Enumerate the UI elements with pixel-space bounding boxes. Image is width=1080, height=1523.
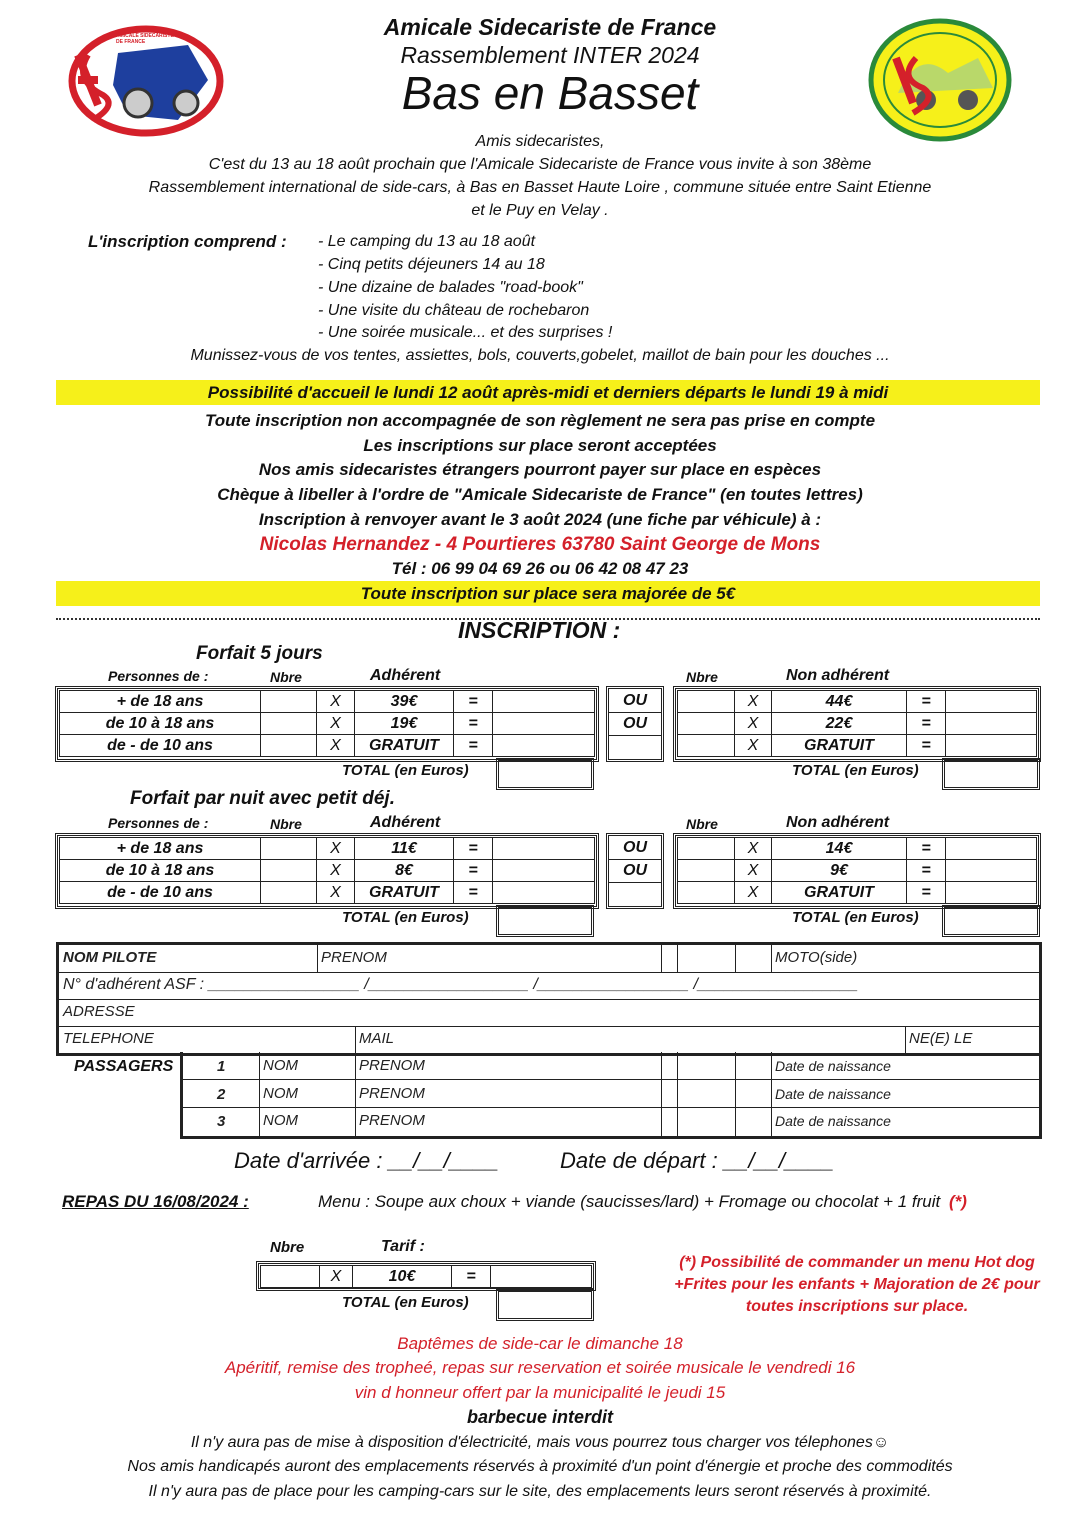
price-cell: 14€ bbox=[772, 838, 907, 860]
telephone-field[interactable]: TELEPHONE bbox=[63, 1030, 154, 1047]
col-non-adherent: Non adhérent bbox=[786, 814, 890, 831]
inscription-item: - Une soirée musicale... et des surprises ! bbox=[318, 324, 613, 341]
amount-input[interactable] bbox=[493, 691, 595, 713]
rule-line: Les inscriptions sur place seront acceptées bbox=[363, 436, 717, 455]
passenger-prenom[interactable]: PRENOM bbox=[359, 1112, 425, 1129]
logo-left-text: AMICALE SIDECARISTE DE FRANCE bbox=[116, 33, 174, 45]
times-sign: X bbox=[735, 691, 772, 713]
rule-line: Nos amis sidecaristes étrangers pourront payer sur place en espèces bbox=[258, 460, 822, 479]
price-cell: 39€ bbox=[355, 691, 454, 713]
col-non-adherent: Non adhérent bbox=[786, 667, 890, 684]
welcome-banner: Possibilité d'accueil le lundi 12 août après-midi et derniers départs le lundi 19 à midi bbox=[56, 380, 1040, 405]
col-personnes: Personnes de : bbox=[108, 815, 209, 831]
amount-input[interactable] bbox=[491, 1266, 592, 1288]
amount-input[interactable] bbox=[946, 882, 1037, 904]
price-cell: 19€ bbox=[355, 713, 454, 735]
rule-line: Chèque à libeller à l'ordre de "Amicale Sidecariste de France" (en toutes lettres) bbox=[217, 485, 863, 504]
pilot-form bbox=[56, 942, 1042, 1056]
amount-input[interactable] bbox=[946, 735, 1037, 757]
times-sign: X bbox=[317, 691, 355, 713]
ou-label: OU bbox=[609, 690, 661, 713]
total-input[interactable] bbox=[496, 905, 594, 937]
intro-line-2: C'est du 13 au 18 août prochain que l'Amicale Sidecariste de France vous invite à son 38ème bbox=[208, 156, 872, 173]
total-label: TOTAL (en Euros) bbox=[342, 762, 469, 779]
passenger-nom[interactable]: NOM bbox=[263, 1112, 298, 1129]
total-label: TOTAL (en Euros) bbox=[342, 1294, 469, 1311]
times-sign: X bbox=[735, 838, 772, 860]
passenger-prenom[interactable]: PRENOM bbox=[359, 1085, 425, 1102]
asf-logo-left bbox=[68, 25, 224, 137]
times-sign: X bbox=[317, 735, 355, 757]
nbre-input[interactable] bbox=[261, 691, 317, 713]
nbre-input[interactable] bbox=[678, 691, 735, 713]
mailing-address: Nicolas Hernandez - 4 Pourtieres 63780 Saint George de Mons bbox=[259, 534, 821, 555]
category-cell: + de 18 ans bbox=[60, 838, 261, 860]
forfait5-non-adherent-table bbox=[673, 686, 1041, 762]
nbre-input[interactable] bbox=[261, 713, 317, 735]
amount-input[interactable] bbox=[946, 691, 1037, 713]
amount-input[interactable] bbox=[946, 713, 1037, 735]
passenger-number: 3 bbox=[217, 1113, 226, 1130]
event-line: vin d honneur offert par la municipalité le jeudi 15 bbox=[354, 1383, 726, 1402]
equals-sign: = bbox=[454, 713, 493, 735]
event-name: Rassemblement INTER 2024 bbox=[400, 42, 700, 68]
departure-date-field[interactable]: Date de départ : __/__/____ bbox=[560, 1148, 834, 1173]
event-line: Baptêmes de side-car le dimanche 18 bbox=[397, 1334, 683, 1353]
times-sign: X bbox=[735, 882, 772, 904]
forfait5-ou-box bbox=[606, 686, 664, 762]
total-label: TOTAL (en Euros) bbox=[792, 762, 919, 779]
intro-line-4: et le Puy en Velay . bbox=[471, 202, 609, 219]
passengers-form bbox=[180, 1052, 1042, 1139]
equals-sign: = bbox=[907, 882, 946, 904]
ou-label: OU bbox=[609, 837, 661, 860]
equals-sign: = bbox=[907, 713, 946, 735]
barbecue-notice: barbecue interdit bbox=[466, 1407, 614, 1427]
equals-sign: = bbox=[454, 691, 493, 713]
price-cell: 22€ bbox=[772, 713, 907, 735]
price-cell: 8€ bbox=[355, 860, 454, 882]
col-nbre: Nbre bbox=[270, 816, 302, 832]
inscription-item: - Cinq petits déjeuners 14 au 18 bbox=[318, 256, 545, 273]
forfait-nuit-title: Forfait par nuit avec petit déj. bbox=[130, 788, 395, 809]
equals-sign: = bbox=[907, 691, 946, 713]
nbre-input[interactable] bbox=[261, 1266, 320, 1288]
nbre-input[interactable] bbox=[678, 735, 735, 757]
times-sign: X bbox=[317, 860, 355, 882]
passenger-birthdate[interactable]: Date de naissance bbox=[775, 1113, 891, 1129]
passenger-birthdate[interactable]: Date de naissance bbox=[775, 1058, 891, 1074]
col-adherent: Adhérent bbox=[370, 667, 441, 684]
nbre-input[interactable] bbox=[678, 860, 735, 882]
times-sign: X bbox=[317, 838, 355, 860]
col-nbre-non: Nbre bbox=[686, 669, 718, 685]
category-cell: de 10 à 18 ans bbox=[60, 860, 261, 882]
ou-label: OU bbox=[609, 713, 661, 736]
inscription-item: - Une visite du château de rochebaron bbox=[318, 302, 590, 319]
nbre-input[interactable] bbox=[261, 860, 317, 882]
col-nbre: Nbre bbox=[270, 669, 302, 685]
forfait5-title: Forfait 5 jours bbox=[196, 643, 323, 664]
footer-line: Il n'y aura pas de mise à disposition d'électricité, mais vous pourrez tous charger vos télephones☺ bbox=[190, 1434, 890, 1451]
price-cell: 44€ bbox=[772, 691, 907, 713]
price-cell: GRATUIT bbox=[355, 735, 454, 757]
times-sign: X bbox=[317, 882, 355, 904]
amount-input[interactable] bbox=[946, 860, 1037, 882]
nbre-input[interactable] bbox=[678, 882, 735, 904]
times-sign: X bbox=[735, 860, 772, 882]
passenger-nom[interactable]: NOM bbox=[263, 1057, 298, 1074]
category-cell: de - de 10 ans bbox=[60, 882, 261, 904]
equals-sign: = bbox=[907, 735, 946, 757]
price-cell: GRATUIT bbox=[355, 882, 454, 904]
total-input[interactable] bbox=[496, 1289, 594, 1321]
adherent-number-field[interactable]: N° d'adhérent ASF : _________________ /__________________ /_________________ /__________________ bbox=[63, 976, 859, 993]
mail-field[interactable]: MAIL bbox=[359, 1030, 395, 1047]
repas-table bbox=[256, 1261, 596, 1291]
price-cell: 10€ bbox=[353, 1266, 452, 1288]
category-cell: de 10 à 18 ans bbox=[60, 713, 261, 735]
org-name: Amicale Sidecariste de France bbox=[383, 14, 717, 40]
surcharge-banner: Toute inscription sur place sera majorée de 5€ bbox=[56, 581, 1040, 606]
repas-menu bbox=[318, 1192, 967, 1212]
forfait5-adherent-table bbox=[55, 686, 599, 762]
prenom-label: PRENOM bbox=[321, 949, 387, 966]
col-adherent: Adhérent bbox=[370, 814, 441, 831]
forfait-nuit-non-adherent-table bbox=[673, 833, 1041, 909]
times-sign: X bbox=[735, 735, 772, 757]
intro-line-1: Amis sidecaristes, bbox=[475, 133, 605, 150]
amount-input[interactable] bbox=[493, 713, 595, 735]
footer-line: Il n'y aura pas de place pour les camping-cars sur le site, des emplacements leurs seront réservés à proximité. bbox=[148, 1483, 932, 1500]
times-sign: X bbox=[320, 1266, 353, 1288]
passenger-birthdate[interactable]: Date de naissance bbox=[775, 1086, 891, 1102]
phone-numbers: Tél : 06 99 04 69 26 ou 06 42 08 47 23 bbox=[391, 559, 689, 578]
equals-sign: = bbox=[454, 838, 493, 860]
price-cell: 11€ bbox=[355, 838, 454, 860]
place-name: Bas en Basset bbox=[401, 67, 699, 119]
nom-pilote-label: NOM PILOTE bbox=[63, 949, 157, 966]
equals-sign: = bbox=[454, 860, 493, 882]
total-label: TOTAL (en Euros) bbox=[792, 909, 919, 926]
col-nbre-non: Nbre bbox=[686, 816, 718, 832]
equals-sign: = bbox=[454, 735, 493, 757]
repas-tarif: Tarif : bbox=[381, 1238, 425, 1255]
category-cell: + de 18 ans bbox=[60, 691, 261, 713]
forfait-nuit-ou-box bbox=[606, 833, 664, 909]
equals-sign: = bbox=[452, 1266, 491, 1288]
repas-label: REPAS DU 16/08/2024 : bbox=[62, 1192, 249, 1211]
amount-input[interactable] bbox=[946, 838, 1037, 860]
passenger-number: 1 bbox=[217, 1058, 226, 1075]
passenger-prenom[interactable]: PRENOM bbox=[359, 1057, 425, 1074]
adresse-field[interactable]: ADRESSE bbox=[63, 1003, 135, 1020]
total-label: TOTAL (en Euros) bbox=[342, 909, 469, 926]
inscription-label: L'inscription comprend : bbox=[88, 232, 287, 251]
repas-star: (*) bbox=[949, 1192, 967, 1211]
birthdate-field[interactable]: NE(E) LE bbox=[909, 1030, 973, 1047]
passagers-label: PASSAGERS bbox=[74, 1058, 174, 1075]
event-line: Apéritif, remise des tropheé, repas sur reservation et soirée musicale le vendredi 16 bbox=[224, 1358, 856, 1377]
passenger-nom[interactable]: NOM bbox=[263, 1085, 298, 1102]
total-input[interactable] bbox=[496, 758, 594, 790]
footer-line: Nos amis handicapés auront des emplacements réservés à proximité d'un point d'énergie et proche des commodités bbox=[127, 1458, 953, 1475]
inscription-item: - Le camping du 13 au 18 août bbox=[318, 233, 536, 250]
amount-input[interactable] bbox=[493, 838, 595, 860]
total-input[interactable] bbox=[942, 905, 1040, 937]
total-input[interactable] bbox=[942, 758, 1040, 790]
moto-label: MOTO(side) bbox=[775, 949, 858, 966]
amount-input[interactable] bbox=[493, 882, 595, 904]
intro-line-3: Rassemblement international de side-cars, à Bas en Basset Haute Loire , commune située entre Saint Etienne bbox=[148, 179, 932, 196]
forfait-nuit-adherent-table bbox=[55, 833, 599, 909]
repas-menu-text: Menu : Soupe aux choux + viande (saucisses/lard) + Fromage ou chocolat + 1 fruit bbox=[318, 1192, 941, 1211]
nbre-input[interactable] bbox=[261, 735, 317, 757]
repas-nbre: Nbre bbox=[270, 1239, 305, 1256]
nbre-input[interactable] bbox=[678, 838, 735, 860]
amount-input[interactable] bbox=[493, 735, 595, 757]
rule-line: Toute inscription non accompagnée de son règlement ne sera pas prise en compte bbox=[204, 411, 876, 430]
nbre-input[interactable] bbox=[261, 838, 317, 860]
nbre-input[interactable] bbox=[261, 882, 317, 904]
price-cell: 9€ bbox=[772, 860, 907, 882]
price-cell: GRATUIT bbox=[772, 882, 907, 904]
price-cell: GRATUIT bbox=[772, 735, 907, 757]
equals-sign: = bbox=[454, 882, 493, 904]
arrival-date-field[interactable]: Date d'arrivée : __/__/____ bbox=[234, 1148, 499, 1173]
asf-logo-right bbox=[868, 18, 1012, 142]
category-cell: de - de 10 ans bbox=[60, 735, 261, 757]
inscription-item: - Une dizaine de balades "road-book" bbox=[318, 279, 583, 296]
rule-line: Inscription à renvoyer avant le 3 août 2024 (une fiche par véhicule) à : bbox=[258, 510, 822, 529]
inscription-note: Munissez-vous de vos tentes, assiettes, bols, couverts,gobelet, maillot de bain pour les douches ... bbox=[190, 347, 890, 364]
col-personnes: Personnes de : bbox=[108, 668, 209, 684]
hotdog-note: (*) Possibilité de commander un menu Hot dog +Frites pour les enfants + Majoration de 2€ pour toutes inscriptions sur place. bbox=[674, 1254, 1040, 1315]
equals-sign: = bbox=[907, 838, 946, 860]
equals-sign: = bbox=[907, 860, 946, 882]
times-sign: X bbox=[317, 713, 355, 735]
passenger-number: 2 bbox=[217, 1086, 226, 1103]
form-title: INSCRIPTION : bbox=[458, 617, 621, 643]
times-sign: X bbox=[735, 713, 772, 735]
amount-input[interactable] bbox=[493, 860, 595, 882]
nbre-input[interactable] bbox=[678, 713, 735, 735]
ou-label: OU bbox=[609, 860, 661, 883]
